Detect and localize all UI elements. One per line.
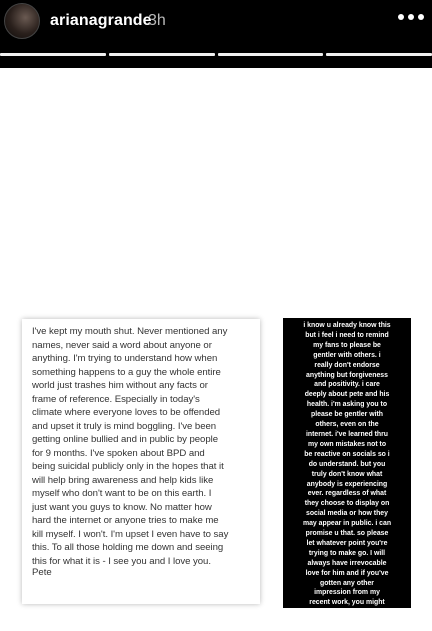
progress-segment	[326, 53, 432, 56]
progress-segment	[0, 53, 106, 56]
pete-signature: Pete	[32, 567, 52, 578]
ariana-statement-card	[283, 318, 411, 617]
ariana-statement-text: i know u already know this but i feel i need to remind my fans to please be gentler with others. i really don't endorse anything but forgiveness and positivity. i care deeply about pete and his health. i'm asking you to please be gentler with others, even on the internet. i've learned thru my own mistakes not to be reactive on socials so i do understand. but you truly don't know what anybody is experiencing ever. regardless of what they choose to display on social media or how they may appear in public. i can promise u that. so please let whatever point you're trying to make go. I will always have irrevocable love for him and if you've gotten any other impression from my recent work, you might have missed the point. ♥	[302, 322, 392, 617]
more-options-icon[interactable]	[398, 14, 424, 20]
post-time: 3h	[148, 12, 166, 29]
more-dot	[408, 14, 414, 20]
avatar[interactable]	[4, 3, 40, 39]
pete-statement-card	[22, 319, 260, 604]
username[interactable]: arianagrande	[50, 12, 152, 29]
more-dot	[398, 14, 404, 20]
more-dot	[418, 14, 424, 20]
pete-statement-text: I've kept my mouth shut. Never mentioned any names, never said a word about anyone or anything. I'm trying to understand how when something happens to a guy the whole entire world just trashes him without any facts or frame of reference. Especially in today's climate where everyone loves to be offended and upset it truly is mind boggling. I've been getting online bullied and in public by people for 9 months. I've spoken about BPD and being suicidal publicly only in the hopes that it will help bring awareness and help kids like myself who don't want to be on this earth. I just want you guys to know. No matter how hard the internet or anyone tries to make me kill myself. I won't. I'm upset I even have to say this. To all those holding me down and seeing this for what it is - I see you and I love you.	[32, 326, 229, 567]
progress-segment	[218, 53, 324, 56]
story-header	[0, 0, 432, 68]
story-progress-bar	[0, 53, 432, 56]
progress-segment	[109, 53, 215, 56]
